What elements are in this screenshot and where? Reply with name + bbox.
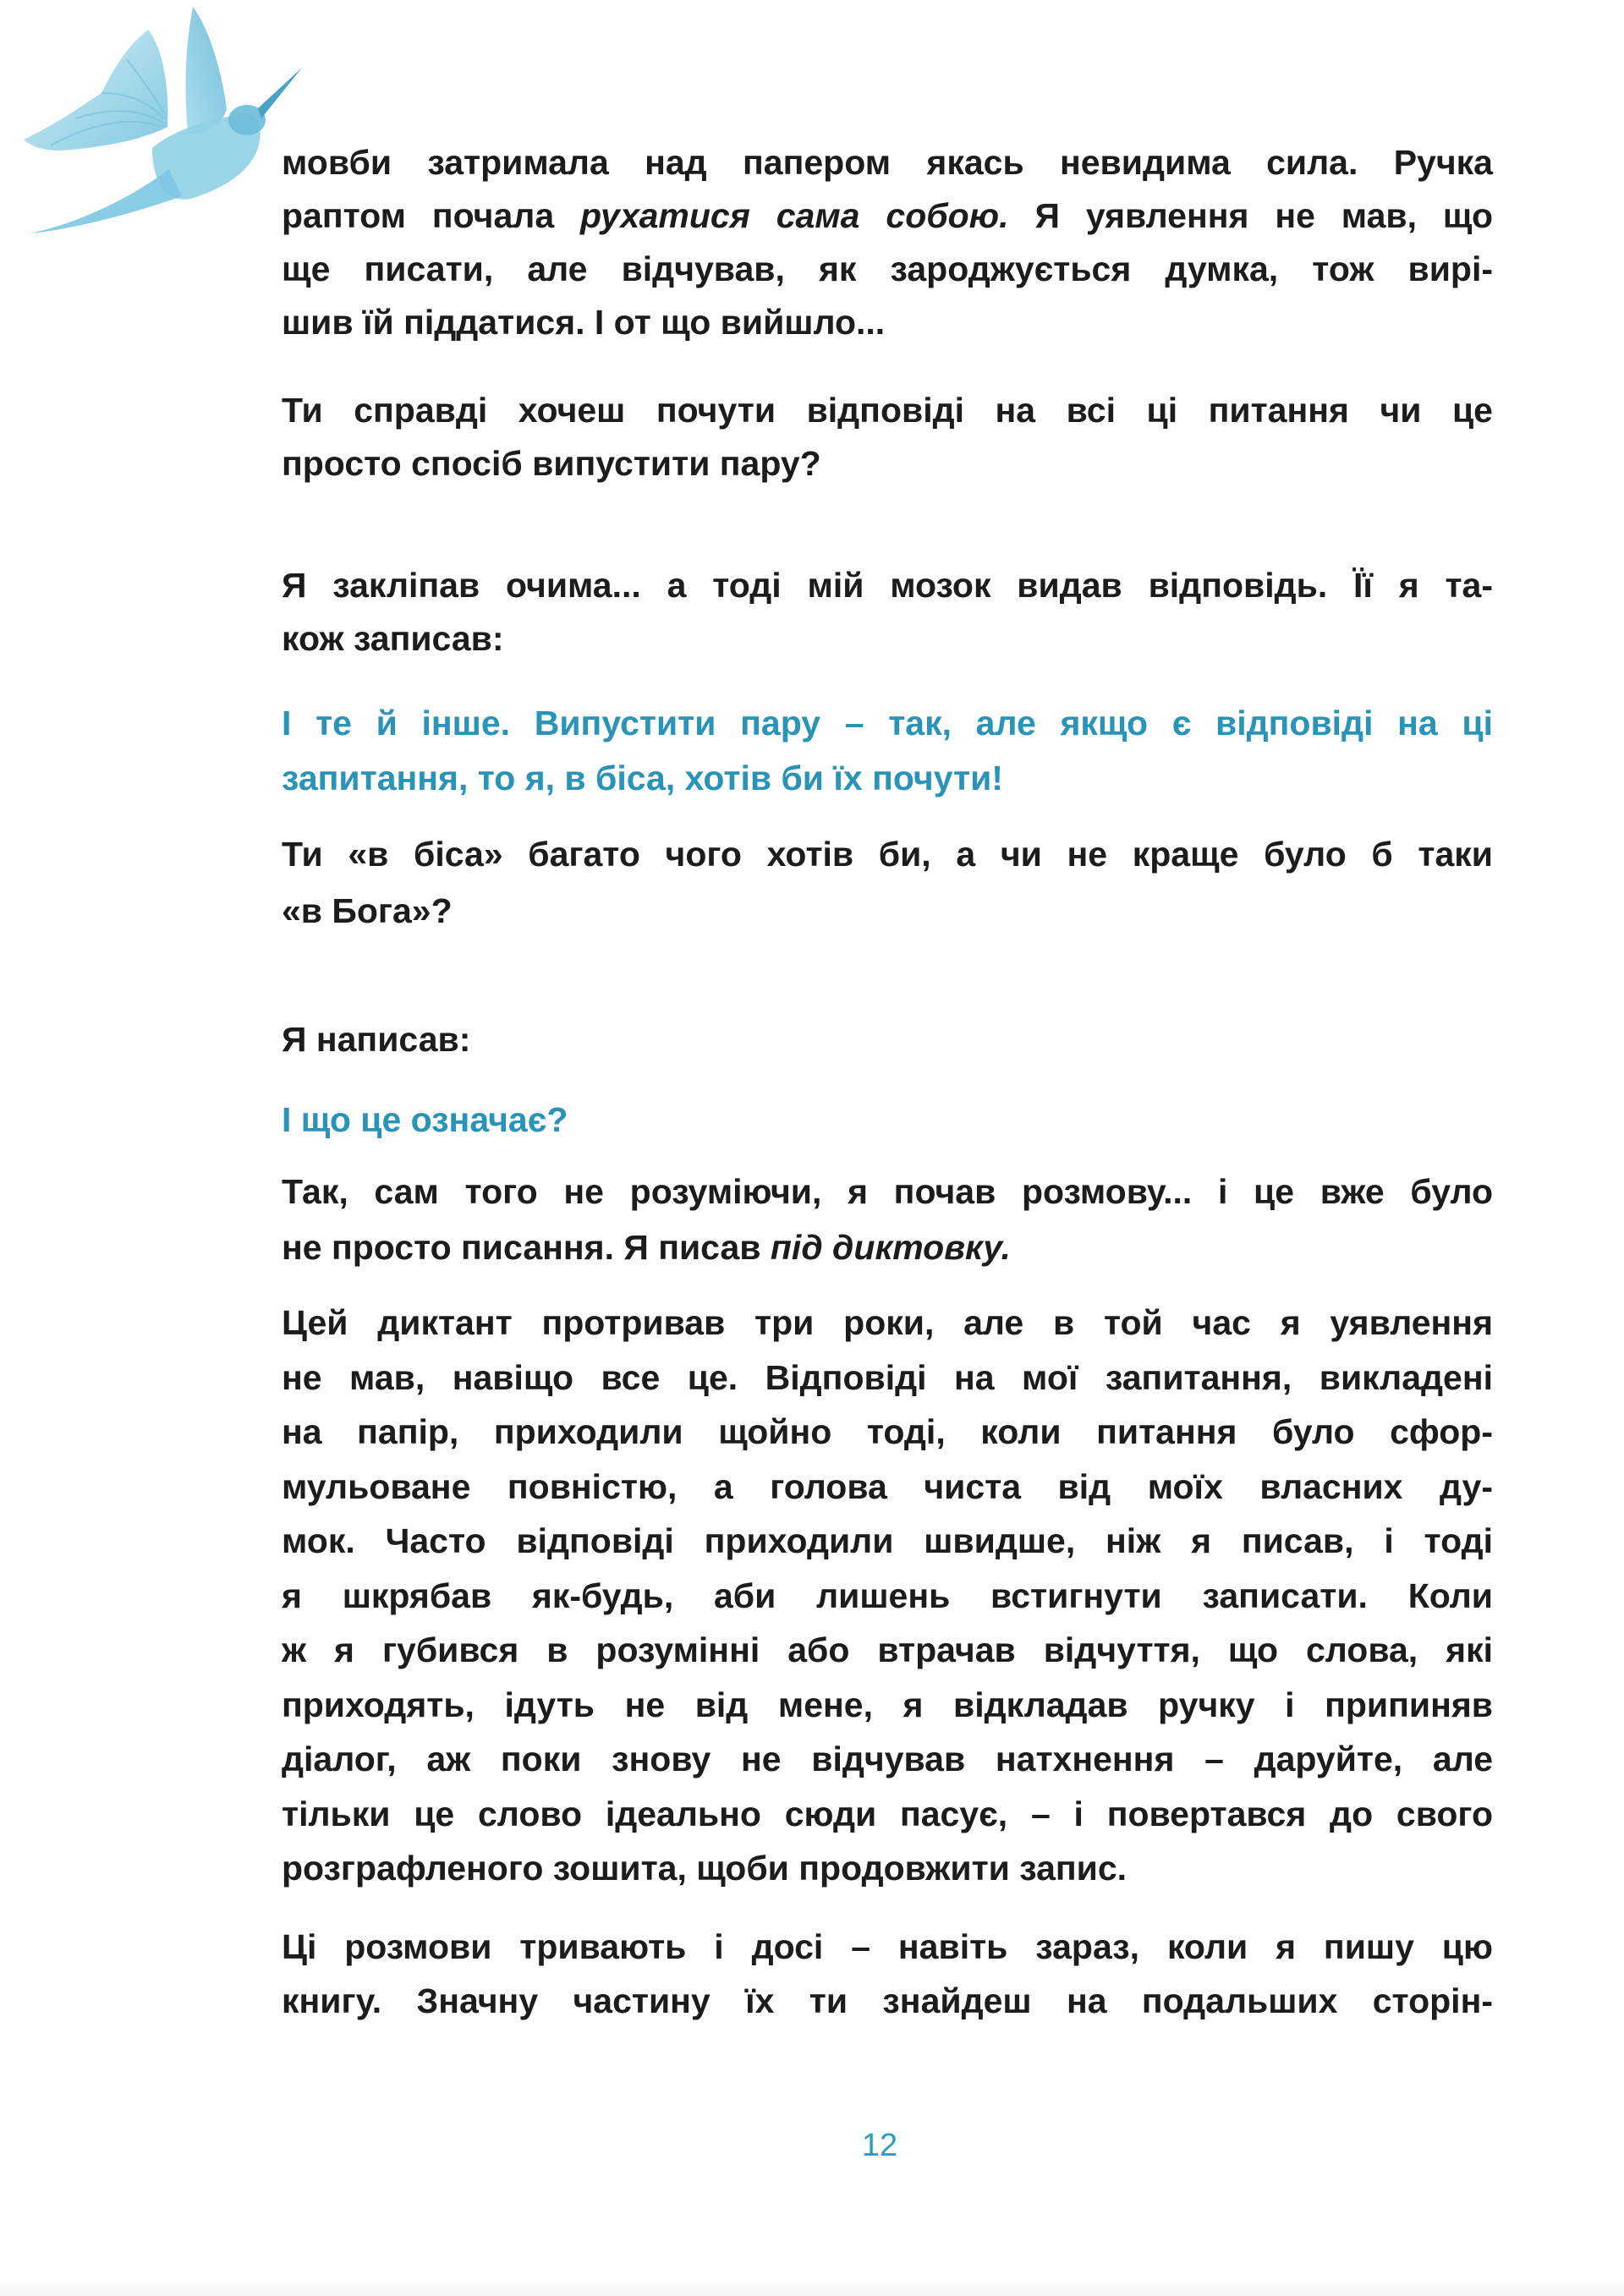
text-segment: просто спосіб випустити пару?	[282, 444, 821, 483]
text-line	[282, 558, 1493, 612]
text-line	[282, 295, 1493, 349]
text-line	[282, 1569, 1493, 1623]
text-segment: розграфленого зошита, щоби продовжити запис.	[282, 1849, 1127, 1888]
text-segment: тільки це слово ідеально сюди пасує, – і повертався до свого	[282, 1794, 1493, 1833]
text-segment: кож записав:	[282, 619, 504, 658]
text-segment: мовби затримала над папером якась невидима сила. Ручка	[282, 143, 1493, 182]
text-segment: діалог, аж поки знову не відчував натхнення – даруйте, але	[282, 1740, 1493, 1778]
text-line	[282, 1460, 1493, 1514]
text-segment: Я уявлення не мав, що	[1008, 196, 1494, 235]
text-segment: Так, сам того не розуміючи, я почав розмову... і це вже було	[282, 1172, 1493, 1211]
text-line	[282, 383, 1493, 437]
text-segment: Я написав:	[282, 1020, 471, 1059]
text-segment: І що це означає?	[282, 1100, 568, 1139]
text-line	[282, 436, 1493, 490]
text-line	[282, 884, 1493, 938]
dialogue-line	[282, 696, 1493, 750]
text-line	[282, 1974, 1493, 2028]
text-line	[282, 1678, 1493, 1732]
text-segment: не мав, навіщо все це. Відповіді на мої запитання, викладені	[282, 1357, 1493, 1397]
text-segment: І те й інше. Випустити пару – так, але якщо є відповіді на ці	[282, 704, 1493, 743]
text-segment: не просто писання. Я писав	[282, 1228, 771, 1267]
text-segment: раптом почала	[282, 196, 581, 235]
text-segment: Ти «в біса» багато чого хотів би, а чи не краще було б таки	[282, 835, 1493, 874]
text-line	[282, 189, 1493, 243]
text-segment: Ти справді хочеш почути відповіді на всі ці питання чи це	[282, 391, 1493, 430]
text-segment: мок. Часто відповіді приходили швидше, ніж я писав, і тоді	[282, 1521, 1493, 1560]
text-line	[282, 135, 1493, 189]
text-line	[282, 1220, 1493, 1274]
text-line	[282, 1164, 1493, 1219]
text-segment: приходять, ідуть не від мене, я відкладав ручку і припиняв	[282, 1685, 1493, 1724]
text-line	[282, 1732, 1493, 1786]
text-line	[282, 242, 1493, 296]
text-line	[282, 1296, 1493, 1350]
text-segment: шив їй піддатися. І от що вийшло...	[282, 303, 886, 342]
text-line	[282, 1012, 1493, 1066]
dialogue-line	[282, 1093, 1493, 1147]
text-line	[282, 1514, 1493, 1568]
text-segment: «в Бога»?	[282, 891, 453, 930]
text-segment: мульоване повністю, а голова чиста від моїх власних ду-	[282, 1466, 1493, 1506]
hummingbird-icon	[0, 0, 321, 254]
scan-edge	[0, 2281, 1624, 2296]
text-line	[282, 1920, 1493, 1974]
text-segment: Ці розмови тривають і досі – навіть зараз, коли я пишу цю	[282, 1927, 1493, 1966]
text-segment: Я закліпав очима... а тоді мій мозок видав відповідь. Її я та-	[282, 566, 1493, 605]
text-segment: книгу. Значну частину їх ти знайдеш на подальших сторін-	[282, 1981, 1493, 2020]
text-segment: запитання, то я, в біса, хотів би їх почути!	[282, 759, 1003, 797]
text-line	[282, 1623, 1493, 1677]
text-line	[282, 1351, 1493, 1405]
dialogue-line	[282, 751, 1493, 805]
text-segment: Цей диктант протривав три роки, але в той час я уявлення	[282, 1303, 1493, 1342]
text-line	[282, 611, 1493, 666]
italic-text: рухатися сама собою.	[580, 196, 1009, 235]
text-segment: на папір, приходили щойно тоді, коли питання було сфор-	[282, 1412, 1493, 1451]
text-line	[282, 1841, 1493, 1895]
page-number: 12	[861, 2128, 898, 2163]
text-segment: ще писати, але відчував, як зароджується думка, тож вирі-	[282, 249, 1493, 288]
text-line	[282, 1405, 1493, 1459]
text-line	[282, 827, 1493, 881]
text-segment: я шкрябав як-будь, аби лишень встигнути записати. Коли	[282, 1575, 1493, 1615]
text-line	[282, 1787, 1493, 1841]
italic-text: під диктовку.	[770, 1228, 1011, 1267]
text-segment: ж я губився в розумінні або втрачав відчуття, що слова, які	[282, 1630, 1493, 1669]
